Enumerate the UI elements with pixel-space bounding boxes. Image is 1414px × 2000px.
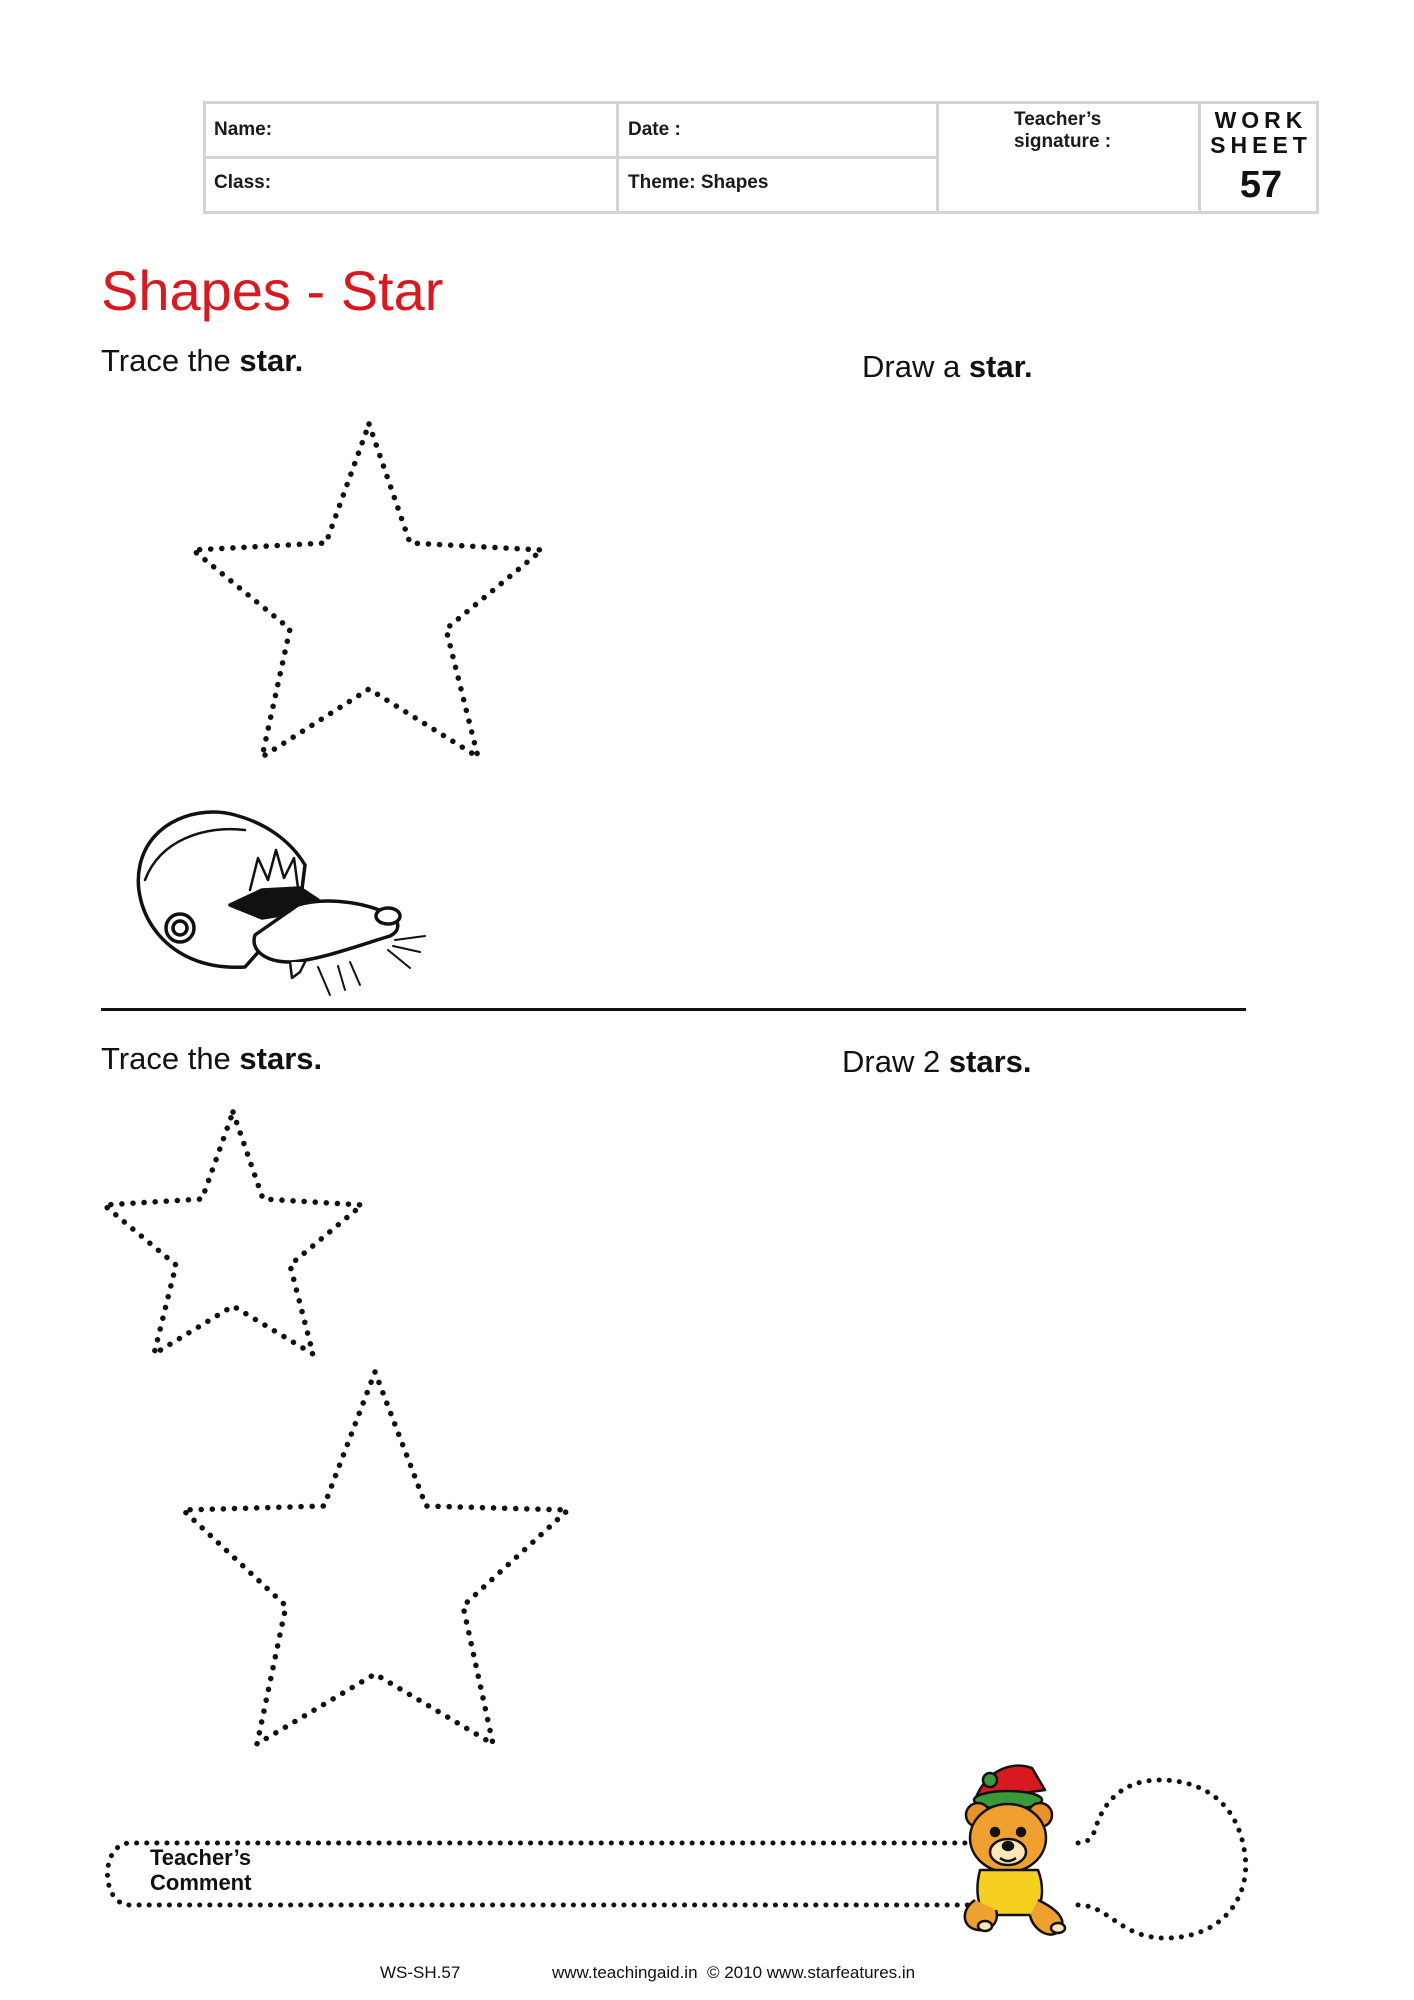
trace-star-2[interactable] — [104, 1112, 362, 1354]
footer-website: www.teachingaid.in © 2010 www.starfeatures.in — [552, 1963, 916, 1982]
draw-instruction-1-text: Draw a — [862, 349, 969, 384]
trace-star-3[interactable] — [183, 1372, 568, 1744]
trace-star-1[interactable] — [193, 424, 542, 757]
draw-instruction-2-text: Draw 2 — [842, 1044, 949, 1079]
teacher-comment-label — [150, 1845, 251, 1895]
page-title: Shapes - Star — [101, 259, 444, 322]
worksheet-code: WS-SH.57 — [380, 1963, 461, 1982]
theme-label: Theme: Shapes — [628, 172, 769, 193]
signature-label-line2: signature : — [1014, 131, 1112, 152]
teacher-comment-line1: Teacher’s — [150, 1845, 252, 1870]
signature-label-line1: Teacher’s — [1014, 109, 1102, 130]
teacher-comment-line2: Comment — [150, 1870, 252, 1895]
date-label: Date : — [628, 119, 681, 140]
draw-instruction-2-bold: stars. — [948, 1044, 1032, 1079]
teddy-bear-santa-hat-illustration — [965, 1766, 1065, 1935]
trace-instruction-2-text: Trace the — [101, 1041, 240, 1076]
draw-instruction-1-bold: star. — [968, 349, 1033, 384]
mole-helmet-illustration — [138, 812, 425, 995]
trace-instruction-1-bold: star. — [239, 343, 304, 378]
trace-instruction-1-text: Trace the — [101, 343, 240, 378]
class-label: Class: — [214, 172, 272, 193]
comment-bubble — [108, 1780, 1246, 1938]
worksheet-label-line1: WORK — [1214, 107, 1308, 133]
trace-instruction-2-bold: stars. — [239, 1041, 323, 1076]
worksheet-label-line2: SHEET — [1210, 132, 1312, 158]
name-label: Name: — [214, 119, 273, 140]
worksheet-number: 57 — [1239, 164, 1283, 206]
